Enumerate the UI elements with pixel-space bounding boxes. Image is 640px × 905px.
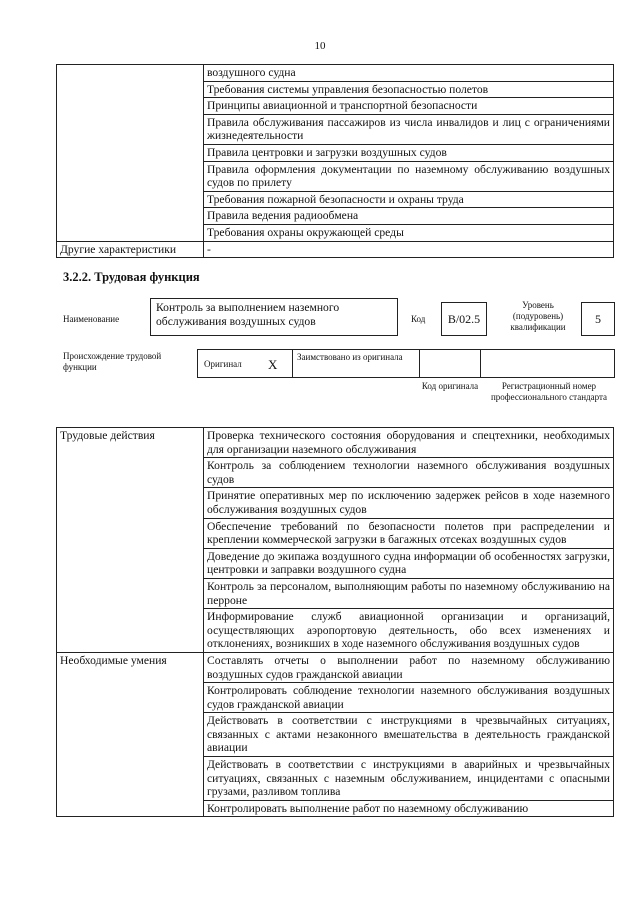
level-label: Уровень (подуровень) квалификации [510,300,566,332]
borrowed-cell [292,349,420,378]
action-row: Информирование служб авиационной организации и организаций, осуществляющих аэропортовую деятельность, обо всех изменениях и отклонениях, возникших в ходе наземного обслуживания воздушных судов [204,609,614,653]
knowledge-row: Правила ведения радиообмена [204,208,614,225]
borrowed-label: Заимствовано из оригинала [297,352,403,362]
skill-row: Контролировать выполнение работ по наземному обслуживанию [204,800,614,817]
skill-row: Действовать в соответствии с инструкциями в чрезвычайных ситуациях, связанных с актами незаконного вмешательства в деятельность гражданской авиации [204,713,614,757]
other-characteristics-label: Другие характеристики [57,241,204,258]
skill-row: Составлять отчеты о выполнении работ по наземному обслуживанию воздушных судов гражданской авиации [204,652,614,682]
page-number: 10 [314,40,326,52]
action-row: Проверка технического состояния оборудования и спецтехники, необходимых для организации наземного обслуживания [204,428,614,458]
knowledge-row: воздушного судна [204,65,614,82]
original-mark: Х [268,357,278,372]
knowledge-row: Принципы авиационной и транспортной безопасности [204,98,614,115]
skills-label: Необходимые умения [57,652,204,817]
knowledge-label-cell [57,65,204,242]
original-cell [197,349,293,378]
action-row: Контроль за соблюдением технологии наземного обслуживания воздушных судов [204,458,614,488]
origin-label: Происхождение трудовой функции [63,351,162,372]
code-original-label: Код оригинала [421,381,479,391]
knowledge-row: Правила оформления документации по наземному обслуживанию воздушных судов по прилету [204,161,614,191]
function-name-box: Контроль за выполнением наземного обслуживания воздушных судов [150,298,398,336]
knowledge-row: Требования пожарной безопасности и охраны труда [204,191,614,208]
reg-number-label: Регистрационный номер профессионального стандарта [490,381,608,402]
level-box: 5 [581,302,615,336]
knowledge-row: Требования охраны окружающей среды [204,224,614,241]
code-box: В/02.5 [441,302,487,336]
knowledge-row: Правила обслуживания пассажиров из числа инвалидов и лиц с ограничениями жизнедеятельности [204,114,614,144]
section-heading: 3.2.2. Трудовая функция [63,270,200,284]
action-row: Обеспечение требований по безопасности полетов при распределении и креплении коммерческой загрузки в багажных отсеках воздушных судов [204,518,614,548]
name-label: Наименование [63,314,120,324]
action-row: Доведение до экипажа воздушного судна информации об особенностях загрузки, центровки и заправки воздушного судна [204,548,614,578]
code-label: Код [411,314,426,324]
actions-label: Трудовые действия [57,428,204,653]
knowledge-row: Требования системы управления безопасностью полетов [204,81,614,98]
action-row: Контроль за персоналом, выполняющим работы по наземному обслуживанию на перроне [204,578,614,608]
code-original-cell [419,349,481,378]
function-details-table [56,427,614,817]
knowledge-table [56,64,614,258]
knowledge-row: Правила центровки и загрузки воздушных судов [204,144,614,161]
skill-row: Контролировать соблюдение технологии наземного обслуживания воздушных судов гражданской авиации [204,683,614,713]
reg-number-cell [480,349,615,378]
action-row: Принятие оперативных мер по исключению задержек рейсов в ходе наземного обслуживания воздушных судов [204,488,614,518]
original-label: Оригинал [204,359,242,369]
skill-row: Действовать в соответствии с инструкциями в аварийных и чрезвычайных ситуациях, связанных с наземным обслуживанием, инцидентами с опасными грузами, разливом топлива [204,757,614,801]
other-characteristics-value: - [204,241,614,258]
